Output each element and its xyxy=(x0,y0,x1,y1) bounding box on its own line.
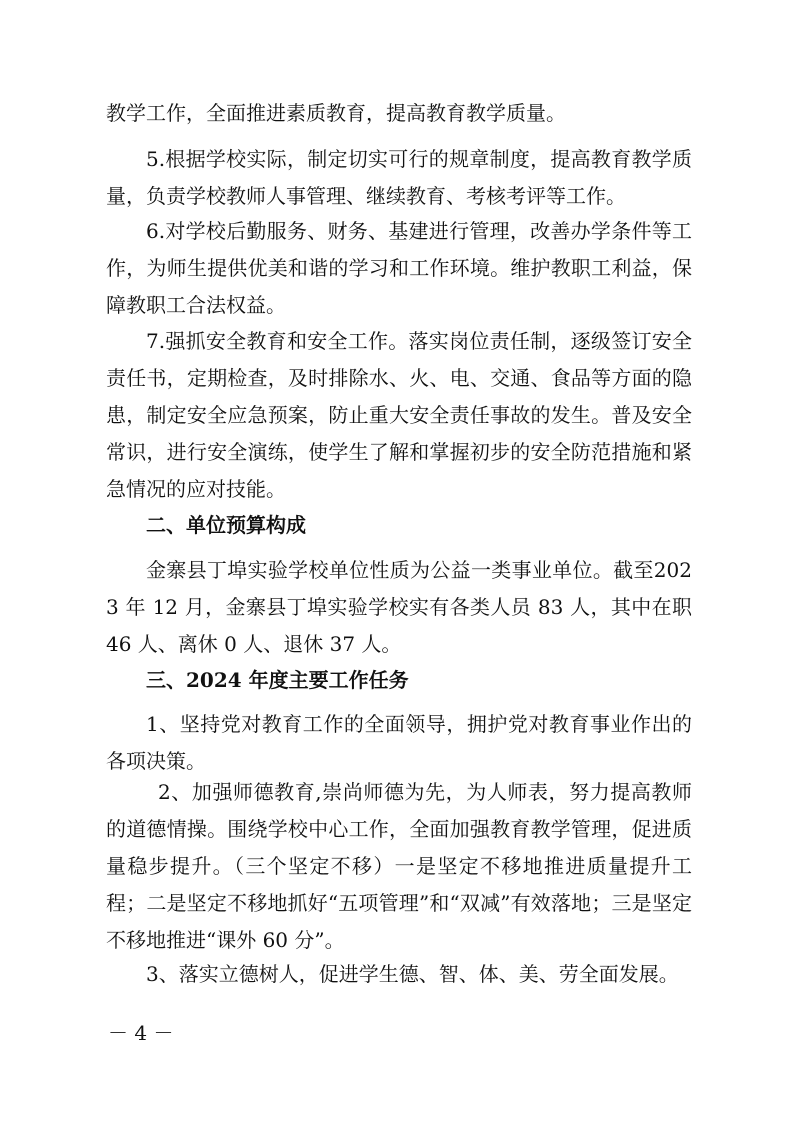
section-heading-budget: 二、单位预算构成 xyxy=(146,513,306,537)
section-heading-tasks: 三、2024 年度主要工作任务 xyxy=(146,668,409,692)
paragraph-budget: 金寨县丁埠实验学校单位性质为公益一类事业单位。截至2023 年 12 月，金寨县丁埠实验学校实有各类人员 83 人，其中在职 46 人、离休 0 人、退休 37 人。 xyxy=(106,558,692,656)
paragraph-continuation: 教学工作，全面推进素质教育，提高教育教学质量。 xyxy=(106,101,566,125)
paragraph-task-1: 1、坚持党对教育工作的全面领导，拥护党对教育事业作出的各项决策。 xyxy=(106,712,692,773)
paragraph-item-5: 5.根据学校实际，制定切实可行的规章制度，提高教育教学质量，负责学校教师人事管理、继续教育、考核考评等工作。 xyxy=(106,147,692,208)
paragraph-item-6: 6.对学校后勤服务、财务、基建进行管理，改善办学条件等工作，为师生提供优美和谐的学习和工作环境。维护教职工利益，保障教职工合法权益。 xyxy=(106,219,692,317)
paragraph-task-2: 2、加强师德教育,崇尚师德为先，为人师表，努力提高教师的道德情操。围绕学校中心工作，全面加强教育教学管理，促进质量稳步提升。（三个坚定不移）一是坚定不移地推进质量提升工程；二是坚定不移地抓好“五项管理”和“双减”有效落地；三是坚定不移地推进“课外 60 分”。 xyxy=(106,780,692,952)
page-number: － 4 － xyxy=(108,1021,174,1045)
paragraph-item-7: 7.强抓安全教育和安全工作。落实岗位责任制，逐级签订安全责任书，定期检查，及时排除水、火、电、交通、食品等方面的隐患，制定安全应急预案，防止重大安全责任事故的发生。普及安全常识，进行安全演练，使学生了解和掌握初步的安全防范措施和紧急情况的应对技能。 xyxy=(106,329,692,501)
paragraph-task-3: 3、落实立德树人，促进学生德、智、体、美、劳全面发展。 xyxy=(146,962,679,986)
